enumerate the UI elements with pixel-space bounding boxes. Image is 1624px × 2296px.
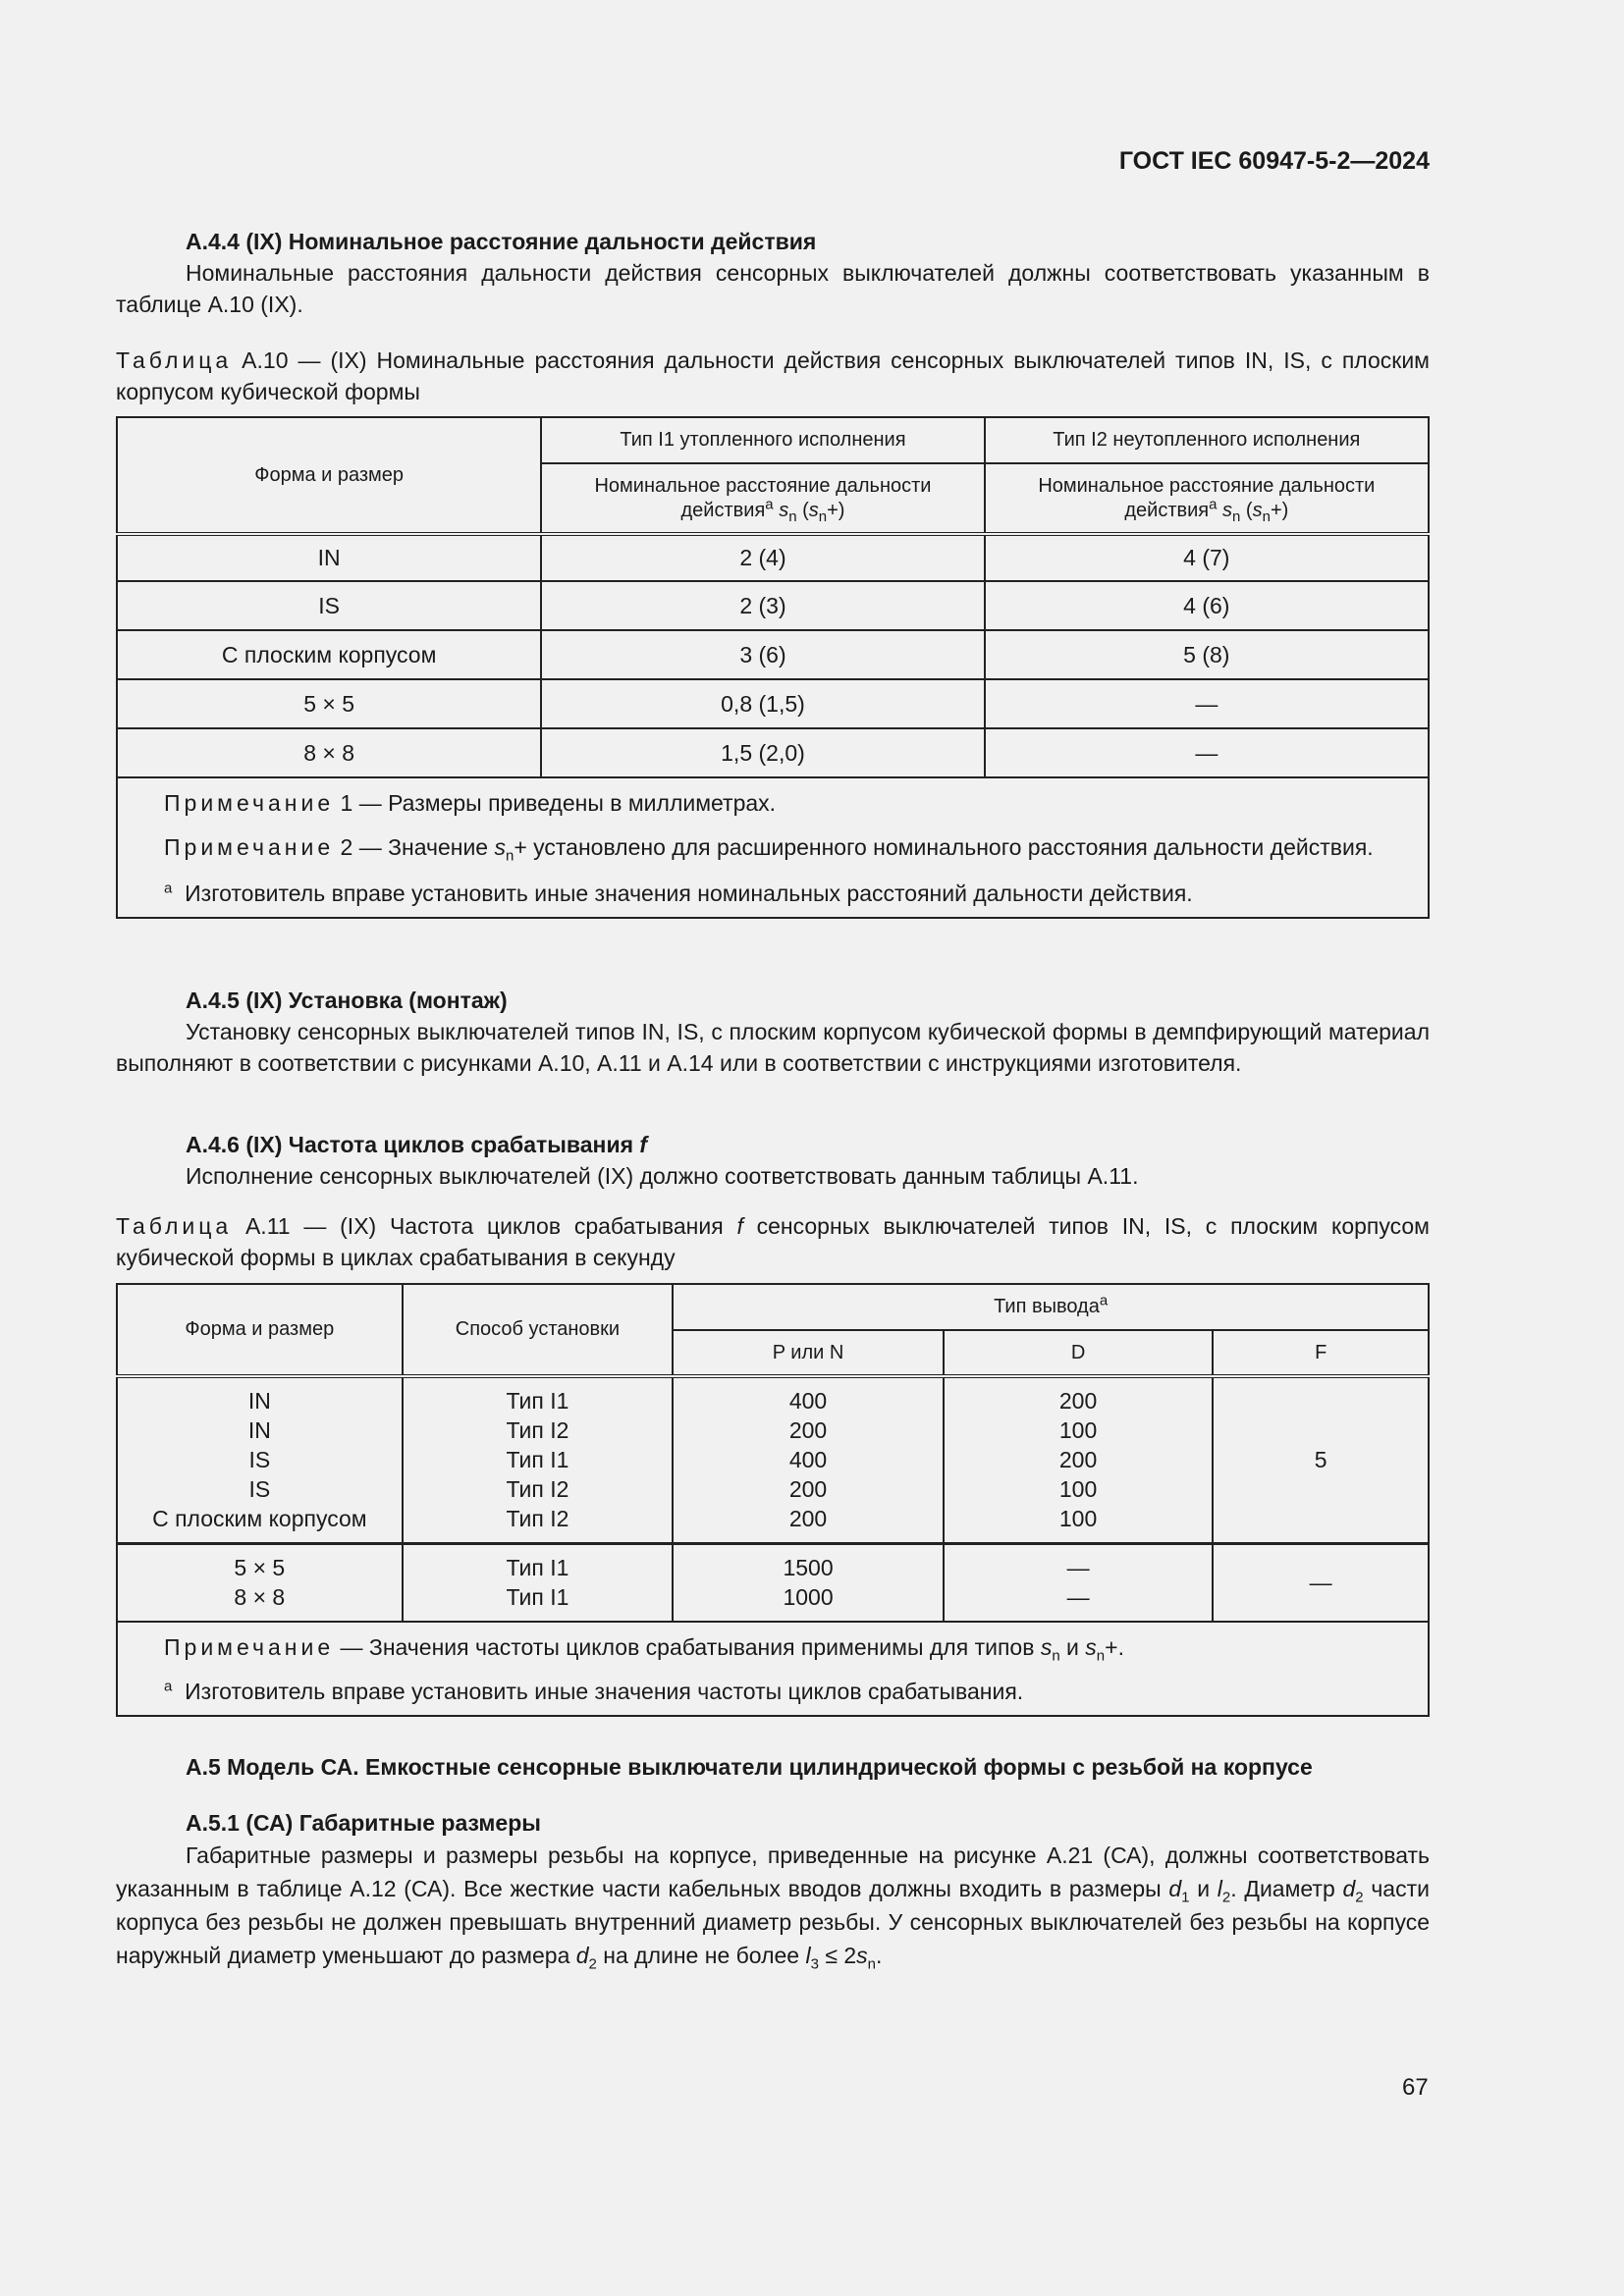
section-a46-text: Исполнение сенсорных выключателей (IX) должно соответствовать данным таблицы А.11. xyxy=(186,1163,1139,1189)
footnote-a: $^a$ Изготовитель вправе установить иные значения номинальных расстояний дальности действия. xyxy=(164,880,1193,906)
section-a45-text: Установку сенсорных выключателей типов IN, IS, с плоским корпусом кубической формы в демпфирующий материал выполняют в соответствии с рисунками А.10, А.11 и А.14 или в соответствии с инструкциями изготовителя. xyxy=(116,1019,1430,1076)
table-row xyxy=(117,728,1429,777)
section-a51 xyxy=(116,1807,1430,1972)
cell-type1: 3 (6) xyxy=(541,630,984,679)
cell-pn: 1500 1000 xyxy=(673,1543,944,1622)
document-code: ГОСТ IEC 60947-5-2—2024 xyxy=(1118,147,1430,175)
col-header-form: Форма и размер xyxy=(117,1284,403,1376)
table-a10 xyxy=(116,416,1430,919)
section-a5 xyxy=(116,1751,1430,1783)
col-header-pn: P или N xyxy=(673,1330,944,1376)
section-a45-heading: А.4.5 (IX) Установка (монтаж) xyxy=(186,988,508,1013)
section-a51-text: Габаритные размеры и размеры резьбы на корпусе, приведенные на рисунке А.21 (СА), должны соответствовать указанным в таблице А.12 (СА). Все жесткие части кабельных вводов должны входить в размеры $d_1$ и $l_2$. Диаметр $d_2$ части корпуса без резьбы не должен превышать внутренний диаметр резьбы. У сенсорных выключателей без резьбы на корпусе наружный диаметр уменьшают до размера $d_2$ на длине не более $l_3 \le 2s_n$. xyxy=(116,1842,1430,1973)
table-a11-notes xyxy=(117,1622,1429,1716)
cell-form: С плоским корпусом xyxy=(117,630,541,679)
col-header-d: D xyxy=(944,1330,1214,1376)
cell-type2: — xyxy=(985,728,1429,777)
section-a51-heading: А.5.1 (СА) Габаритные размеры xyxy=(186,1810,541,1836)
table-a10-caption xyxy=(116,345,1430,407)
table-row xyxy=(117,534,1429,581)
cell-type1: 2 (4) xyxy=(541,534,984,581)
cell-form: IN xyxy=(117,534,541,581)
cell-forms: IN IN IS IS С плоским корпусом xyxy=(117,1376,403,1543)
cell-form: 8 × 8 xyxy=(117,728,541,777)
col-header-type1: Тип I1 утопленного исполнения xyxy=(541,417,984,463)
table-a11 xyxy=(116,1283,1430,1717)
table-row-group-2 xyxy=(117,1543,1429,1622)
cell-f: 5 xyxy=(1213,1376,1429,1543)
table-row xyxy=(117,581,1429,630)
cell-type2: 4 (7) xyxy=(985,534,1429,581)
cell-form: IS xyxy=(117,581,541,630)
cell-type1: 1,5 (2,0) xyxy=(541,728,984,777)
table-a11-caption: Таблица А.11 — (IX) Частота циклов срабатывания f сенсорных выключателей типов IN, IS, с плоским корпусом кубической формы в циклах срабатывания в секунду xyxy=(116,1213,1430,1270)
cell-type2: 5 (8) xyxy=(985,630,1429,679)
cell-d: — — xyxy=(944,1543,1214,1622)
cell-type2: 4 (6) xyxy=(985,581,1429,630)
col-header-f: F xyxy=(1213,1330,1429,1376)
page-number: 67 xyxy=(1402,2074,1429,2101)
cell-mounts: Тип I1 Тип I2 Тип I1 Тип I2 Тип I2 xyxy=(403,1376,674,1543)
cell-mounts: Тип I1 Тип I1 xyxy=(403,1543,674,1622)
section-a44-text: Номинальные расстояния дальности действия сенсорных выключателей должны соответствовать указанным в таблице А.10 (IX). xyxy=(116,260,1430,317)
footnote-a: $^a$ Изготовитель вправе установить иные значения частоты циклов срабатывания. xyxy=(164,1678,1024,1704)
cell-type1: 0,8 (1,5) xyxy=(541,679,984,728)
table-row xyxy=(117,679,1429,728)
col-header-mount: Способ установки xyxy=(403,1284,674,1376)
caption-text: А.10 — (IX) Номинальные расстояния дальности действия сенсорных выключателей типов IN, IS, с плоским корпусом кубической формы xyxy=(116,347,1430,404)
section-a44-heading: А.4.4 (IX) Номинальное расстояние дальности действия xyxy=(186,229,817,254)
sub-header-type2: Номинальное расстояние дальности действия$^a$ $s_n$ $(s_n+)$ xyxy=(985,463,1429,534)
section-a5-heading: А.5 Модель СА. Емкостные сенсорные выключатели цилиндрической формы с резьбой на корпусе xyxy=(186,1754,1313,1780)
caption-label: Таблица xyxy=(116,347,233,373)
cell-type1: 2 (3) xyxy=(541,581,984,630)
sub-header-type1: Номинальное расстояние дальности действия$^a$ $s_n$ $(s_n+)$ xyxy=(541,463,984,534)
cell-type2: — xyxy=(985,679,1429,728)
table-row xyxy=(117,630,1429,679)
section-a46-heading: А.4.6 (IX) Частота циклов срабатывания f xyxy=(186,1132,648,1157)
table-row-group-1 xyxy=(117,1376,1429,1543)
note-1: Примечание 1 — Размеры приведены в миллиметрах. xyxy=(164,790,777,816)
cell-f: — xyxy=(1213,1543,1429,1622)
note: Примечание — Значения частоты циклов срабатывания применимы для типов $s_n$ и $s_n+$. xyxy=(164,1634,1124,1665)
section-a46 xyxy=(116,1129,1430,1192)
cell-forms: 5 × 5 8 × 8 xyxy=(117,1543,403,1622)
cell-form: 5 × 5 xyxy=(117,679,541,728)
col-header-type2: Тип I2 неутопленного исполнения xyxy=(985,417,1429,463)
note-2: Примечание 2 — Значение $s_n+$ установлено для расширенного номинального расстояния дальности действия. xyxy=(164,834,1374,865)
cell-d: 200 100 200 100 100 xyxy=(944,1376,1214,1543)
section-a45 xyxy=(116,985,1430,1079)
col-header-output: Тип вывода$^a$ xyxy=(673,1284,1429,1330)
table-a10-notes xyxy=(117,777,1429,918)
cell-pn: 400 200 400 200 200 xyxy=(673,1376,944,1543)
col-header-form: Форма и размер xyxy=(117,417,541,534)
section-a44 xyxy=(116,226,1430,320)
